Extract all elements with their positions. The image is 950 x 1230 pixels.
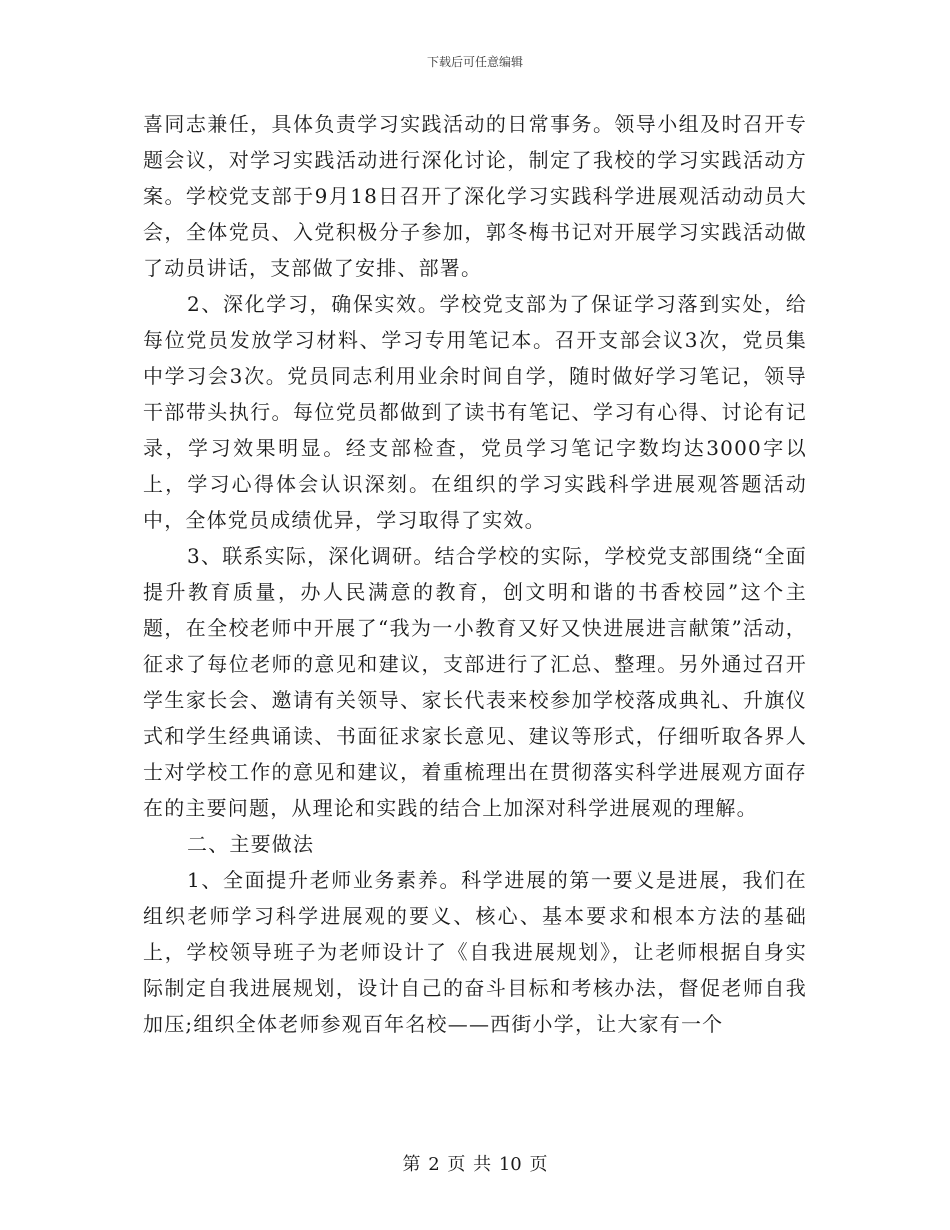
document-body — [143, 106, 807, 1042]
paragraph-deepen-study: 2、深化学习，确保实效。学校党支部为了保证学习落到实处，给每位党员发放学习材料、学习专用笔记本。召开支部会议3次，党员集中学习会3次。党员同志利用业余时间自学，随时做好学习笔记，领导干部带头执行。每位党员都做到了读书有笔记、学习有心得、讨论有记录，学习效果明显。经支部检查，党员学习笔记字数均达3000字以上，学习心得体会认识深刻。在组织的学习实践科学进展观答题活动中，全体党员成绩优异，学习取得了实效。 — [143, 292, 807, 532]
paragraph-continued: 喜同志兼任，具体负责学习实践活动的日常事务。领导小组及时召开专题会议，对学习实践活动进行深化讨论，制定了我校的学习实践活动方案。学校党支部于9月18日召开了深化学习实践科学进展观活动动员大会，全体党员、入党积极分子参加，郭冬梅书记对开展学习实践活动做了动员讲话，支部做了安排、部署。 — [143, 112, 807, 280]
section-heading-main-practices: 二、主要做法 — [187, 832, 315, 856]
page-header-note: 下载后可任意编辑 — [426, 55, 523, 69]
paragraph-research: 3、联系实际，深化调研。结合学校的实际，学校党支部围绕“全面提升教育质量，办人民满意的教育，创文明和谐的书香校园”这个主题，在全校老师中开展了“我为一小教育又好又快进展进言献策”活动，征求了每位老师的意见和建议，支部进行了汇总、整理。另外通过召开学生家长会、邀请有关领导、家长代表来校参加学校落成典礼、升旗仪式和学生经典诵读、书面征求家长意见、建议等形式，仔细听取各界人士对学校工作的意见和建议，着重梳理出在贯彻落实科学进展观方面存在的主要问题，从理论和实践的结合上加深对科学进展观的理解。 — [143, 544, 807, 820]
page-number: 第 2 页 共 10 页 — [402, 1154, 548, 1175]
paragraph-teacher-quality: 1、全面提升老师业务素养。科学进展的第一要义是进展，我们在组织老师学习科学进展观的要义、核心、基本要求和根本方法的基础上，学校领导班子为老师设计了《自我进展规划》，让老师根据自身实际制定自我进展规划，设计自己的奋斗目标和考核办法，督促老师自我加压;组织全体老师参观百年名校——西街小学，让大家有一个 — [143, 868, 807, 1036]
